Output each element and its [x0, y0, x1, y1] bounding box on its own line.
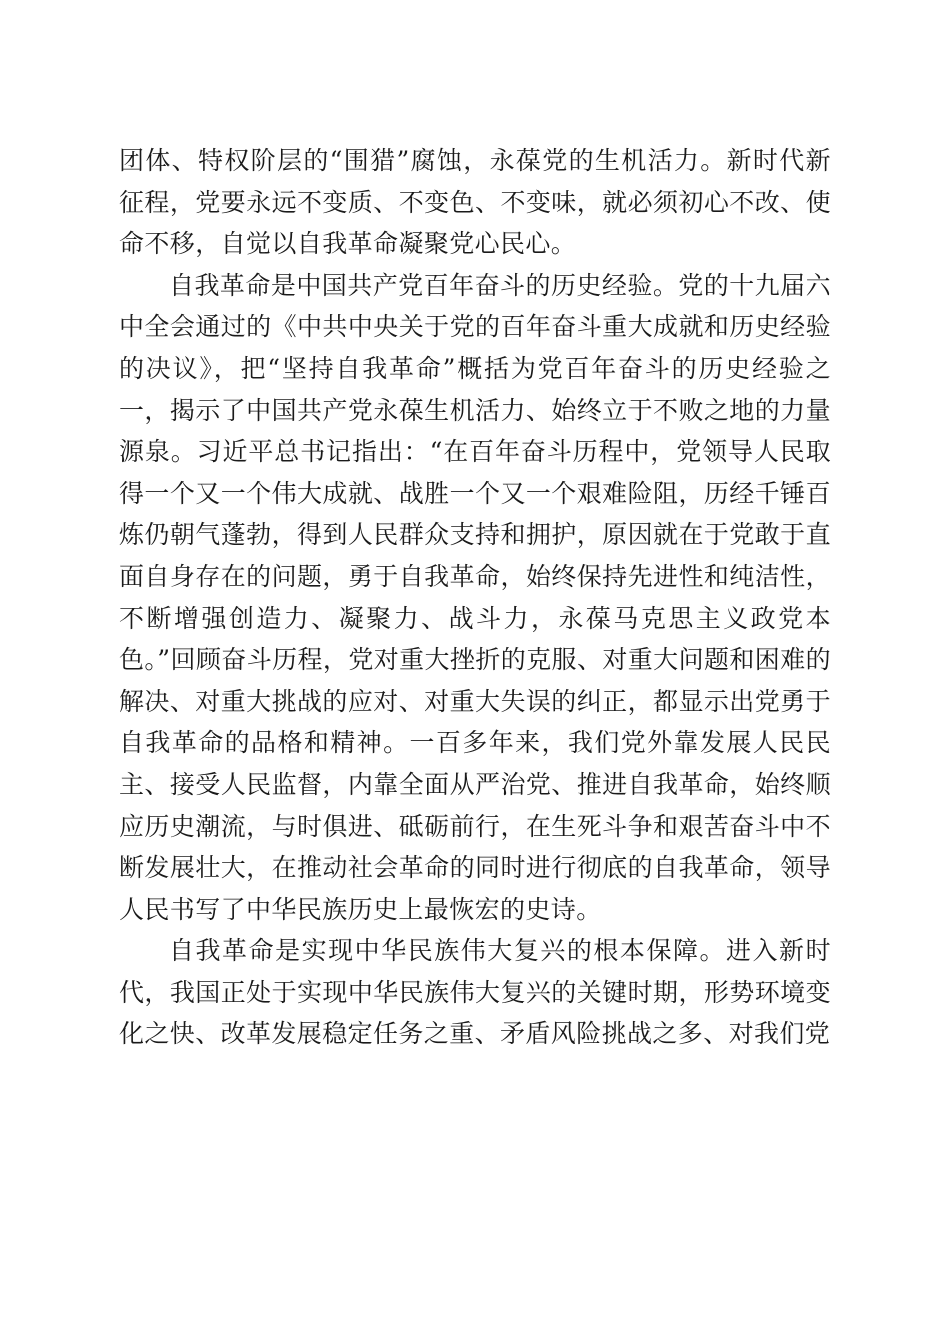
paragraph-fundamental-guarantee: 自我革命是实现中华民族伟大复兴的根本保障。进入新时代，我国正处于实现中华民族伟大复兴的关键时期，形势环境变化之快、改革发展稳定任务之重、矛盾风险挑战之多、对我们党	[119, 936, 831, 1049]
document-body	[119, 140, 831, 1055]
paragraph-historical-experience: 自我革命是中国共产党百年奋斗的历史经验。党的十九届六中全会通过的《中共中央关于党的百年奋斗重大成就和历史经验的决议》，把“坚持自我革命”概括为党百年奋斗的历史经验之一，揭示了中国共产党永葆生机活力、始终立于不败之地的力量源泉。习近平总书记指出：“在百年奋斗历程中，党领导人民取得一个又一个伟大成就、战胜一个又一个艰难险阻，历经千锤百炼仍朝气蓬勃，得到人民群众支持和拥护，原因就在于党敢于直面自身存在的问题，勇于自我革命，始终保持先进性和纯洁性，不断增强创造力、凝聚力、战斗力，永葆马克思主义政党本色。”回顾奋斗历程，党对重大挫折的克服、对重大问题和困难的解决、对重大挑战的应对、对重大失误的纠正，都显示出党勇于自我革命的品格和精神。一百多年来，我们党外靠发展人民民主、接受人民监督，内靠全面从严治党、推进自我革命，始终顺应历史潮流，与时俱进、砥砺前行，在生死斗争和艰苦奋斗中不断发展壮大，在推动社会革命的同时进行彻底的自我革命，领导人民书写了中华民族历史上最恢宏的史诗。	[119, 270, 831, 924]
paragraph-continuation: 团体、特权阶层的“围猎”腐蚀，永葆党的生机活力。新时代新征程，党要永远不变质、不变色、不变味，就必须初心不改、使命不移，自觉以自我革命凝聚党心民心。	[119, 146, 831, 259]
